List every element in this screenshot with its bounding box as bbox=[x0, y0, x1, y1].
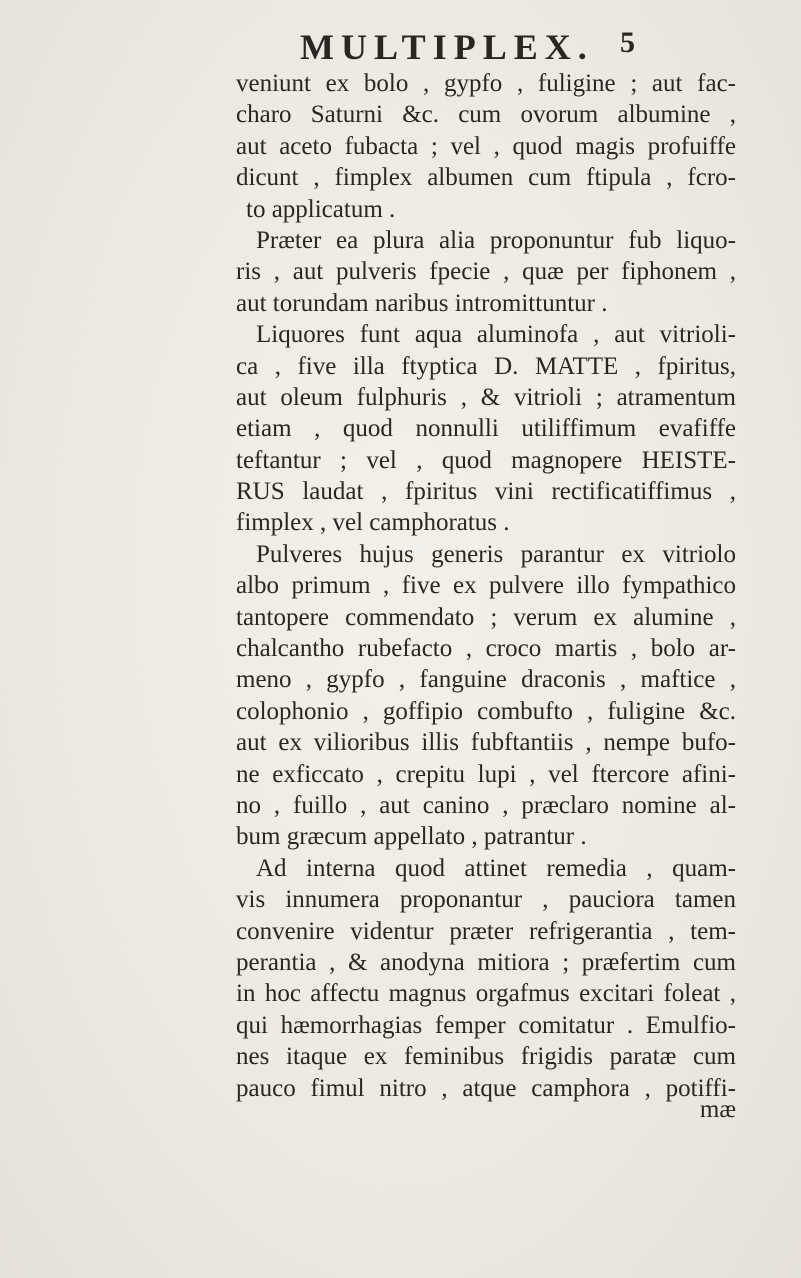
body-text bbox=[236, 68, 736, 1104]
catchword-row bbox=[236, 1096, 736, 1124]
text-line: Liquores funt aqua aluminofa , aut vitrioli- bbox=[256, 321, 736, 349]
text-line: etiam , quod nonnulli utiliffimum evafiffe bbox=[236, 415, 736, 443]
text-line: Præter ea plura alia proponuntur fub liquo- bbox=[256, 226, 736, 254]
text-line: vis innumera proponantur , pauciora tamen bbox=[236, 886, 736, 914]
text-line: Ad interna quod attinet remedia , quam- bbox=[256, 854, 736, 882]
text-line: tantopere commendato ; verum ex alumine , bbox=[236, 603, 736, 631]
page-number: 5 bbox=[620, 26, 635, 59]
page-header bbox=[300, 26, 720, 70]
text-line: bum græcum appellato , patrantur . bbox=[236, 823, 587, 851]
text-line: qui hæmorrhagias femper comitatur . Emulfio- bbox=[236, 1011, 736, 1039]
text-line: nes itaque ex feminibus frigidis paratæ cum bbox=[236, 1043, 736, 1071]
text-line: convenire videntur præter refrigerantia , tem- bbox=[236, 917, 736, 945]
text-line: aut ex vilioribus illis fubftantiis , nempe bufo- bbox=[236, 729, 736, 757]
text-line: pauco fimul nitro , atque camphora , potiffi- bbox=[236, 1074, 736, 1102]
text-line: albo primum , five ex pulvere illo fympathico bbox=[236, 572, 736, 600]
text-line: dicunt , fimplex albumen cum ftipula , fcro- bbox=[236, 164, 736, 192]
text-line: perantia , & anodyna mitiora ; præfertim cum bbox=[236, 948, 736, 976]
text-line: RUS laudat , fpiritus vini rectificatiffimus , bbox=[236, 478, 736, 506]
text-line: Pulveres hujus generis parantur ex vitriolo bbox=[256, 540, 736, 568]
text-line: meno , gypfo , fanguine draconis , maftice , bbox=[236, 666, 736, 694]
text-line: ris , aut pulveris fpecie , quæ per fiphonem , bbox=[236, 258, 736, 286]
running-head: MULTIPLEX. bbox=[300, 27, 594, 67]
text-line: no , fuillo , aut canino , præclaro nomine al- bbox=[236, 791, 736, 819]
text-line: chalcantho rubefacto , croco martis , bolo ar- bbox=[236, 635, 736, 663]
text-line: teftantur ; vel , quod magnopere HEISTE- bbox=[236, 446, 736, 474]
text-line: to applicatum . bbox=[246, 195, 396, 223]
text-line: aut aceto fubacta ; vel , quod magis profuiffe bbox=[236, 132, 736, 160]
text-line: veniunt ex bolo , gypfo , fuligine ; aut fac- bbox=[236, 70, 736, 97]
text-line: ca , five illa ftyptica D. MATTE , fpiritus, bbox=[236, 352, 736, 380]
catchword: mæ bbox=[699, 1096, 736, 1123]
text-line: charo Saturni &c. cum ovorum albumine , bbox=[236, 101, 736, 129]
text-line: aut oleum fulphuris , & vitrioli ; atramentum bbox=[236, 383, 736, 411]
text-line: colophonio , goffipio combufto , fuligine &c. bbox=[236, 697, 736, 725]
text-line: ne exficcato , crepitu lupi , vel ftercore afini- bbox=[236, 760, 736, 788]
text-line: aut torundam naribus intromittuntur . bbox=[236, 289, 608, 317]
text-line: fimplex , vel camphoratus . bbox=[236, 509, 510, 537]
text-line: in hoc affectu magnus orgafmus excitari foleat , bbox=[236, 980, 736, 1008]
